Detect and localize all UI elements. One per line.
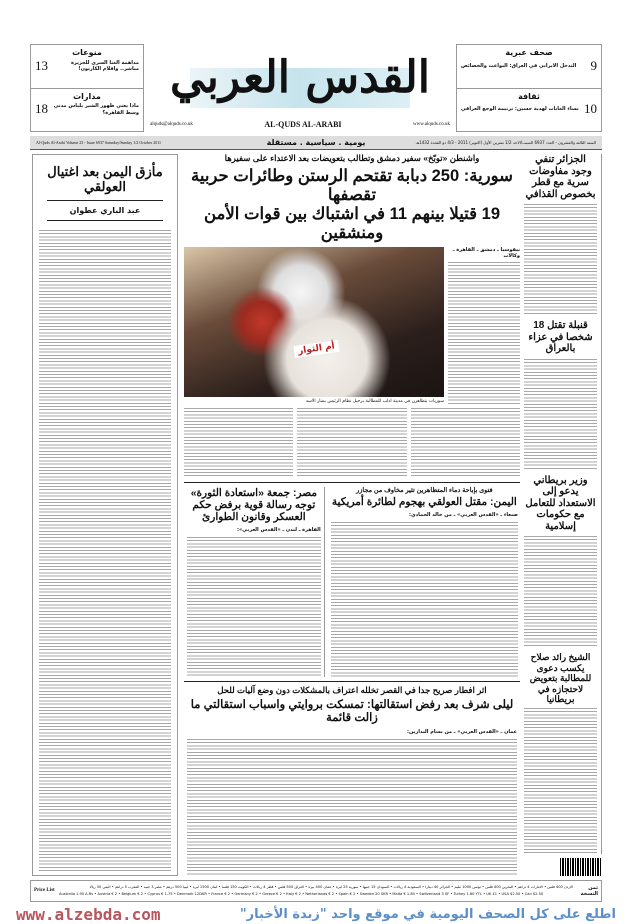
edition-bar <box>30 136 602 150</box>
teaser-hebrew-press[interactable]: صحف عبرية التدخل الايراني في العراق: البواعث والخصائص 9 <box>457 45 601 89</box>
lead-dateline-col <box>448 247 520 405</box>
promo-banner[interactable]: اطلع على كل الصحف اليومية في موقع واحد "زبدة الأخبار" www.alzebda.com <box>16 904 616 924</box>
opinion-title[interactable]: مأزق اليمن بعد اغتيال العولقي <box>47 164 163 194</box>
lead-dateline: نيقوسيا ـ دمشق ـ القاهرة ـ وكالات <box>452 246 520 260</box>
right-story-headline[interactable]: وزير بريطاني يدعو إلى الاستعداد للتعامل مع حكومات إسلامية <box>525 474 596 532</box>
left-teasers-box <box>30 44 144 132</box>
photo-caption: سوريات يتظاهرن في مدينة ادلب للمطالبة برحيل نظام الرئيس بشار الاسد <box>305 398 444 404</box>
opinion-author: عبد الباري عطوان <box>69 205 141 215</box>
email[interactable]: alquds@alquds.co.uk <box>150 122 193 127</box>
egypt-headline[interactable]: مصر: جمعة «استعادة الثورة» توجه رسالة قوية برفض حكم العسكر وقانون الطوارئ <box>190 486 318 524</box>
opinion-body <box>39 230 171 871</box>
masthead-logo: القدس العربي alquds@alquds.co.uk AL-QUDS AL-ARABI www.alquds.co.uk <box>150 52 450 129</box>
photo-sign: أم الثوار <box>293 340 339 358</box>
yemen-headline[interactable]: اليمن: مقتل العولقي بهجوم لطائرة أمريكية <box>331 496 517 509</box>
teaser-variety[interactable]: منوعات مداهمة الغنا السري للجزيرة مباشر.. وافلام الكارتون! 13 <box>31 45 143 89</box>
logo-english: AL-QUDS AL-ARABI <box>264 120 342 129</box>
barcode <box>560 858 602 876</box>
opinion-column <box>32 154 178 876</box>
yemen-kicker: فتوى بإباحة دماء المتظاهرين تثير مخاوف من مجازر <box>356 486 493 494</box>
lead-headline-1[interactable]: سورية: 250 دبابة تقتحم الرستن وطائرات حربية تقصفها <box>191 166 513 204</box>
lead-photo <box>184 247 444 397</box>
teaser-madarat[interactable]: مدارات ماذا يعني ظهور الشير بلباس مدني وسط القاهرة؟ 18 <box>35 91 139 117</box>
lead-headline-2[interactable]: 19 قتيلا بينهم 11 في اشتباك بين قوات الأمن ومنشقين <box>203 204 500 242</box>
right-teasers-box <box>456 44 602 132</box>
lead-kicker: واشنطن «توبّخ» سفير دمشق وتطالب بتعويضات بعد الاعتداء على سفيرها <box>224 154 480 163</box>
page-number: 9 <box>590 57 597 73</box>
lead-body-col-2 <box>297 408 406 478</box>
right-story-headline[interactable]: الشيخ رائد صلاح يكسب دعوى للمطالبة بتعويض لاحتجازه في بريطانيا <box>529 652 592 704</box>
right-story-headline[interactable]: الجزائر تنفي وجود مفاوضات سرية مع قطر بخصوص القذافي <box>525 154 596 200</box>
jordan-kicker: اثر افطار صريح جدا في القصر تخلله اعتراف بالمشكلات دون وضع آليات للحل <box>217 684 487 695</box>
lead-body-col-3 <box>184 408 293 478</box>
tagline: يومية . سياسية . مستقلة <box>266 138 366 147</box>
egypt-story: مصر: جمعة «استعادة الثورة» توجه رسالة قوية برفض حكم العسكر وقانون الطوارئ القاهرة ـ لندن ـ «القدس العربي»: <box>184 487 325 677</box>
right-story-headline[interactable]: قنبلة تقتل 18 شخصا في عزاء بالعراق <box>528 320 593 355</box>
edition-arabic: السنة الثالثة والعشرون - العدد 6937 السبت/الاحد 1/2 تشرين الأول (اكتوبر) 2011 - 4/3 ذو القعدة 1432هـ <box>415 140 596 145</box>
jordan-headline[interactable]: ليلى شرف بعد رفض استقالتها: تمسكت بروايتي واسباب استقالتي ما زالت قائمة <box>190 698 514 724</box>
page-number: 13 <box>35 57 48 73</box>
price-list: ثمن النسخة الاردن 400 فلس • الامارات 4 دراهم • البحرين 400 فلس • تونس 1000 مليم • الجزائر 40 دينارا • السعودية 4 ريالات • السودان 15 جنيها • سورية 25 ليرة • عمان 400 بيزة • العراق 500 فلس • قطر 4 ريالات • الكويت 150 فلسا • لبنان 1500 ليرة • ليبيا 500 درهم • مصر 3 جنيه • المغرب 5 دراهم • اليمن 50 ريالا Australia 1.90 A.Rs • Austria € 2 • Belgium € 2 • Cyprus € 1.75 • Denmark 12DKR • France € 2 • Germany € 2 • Greece € 2 • Italy € 2 • Netherlands € 2 • Spain € 2 • Sweden 20 SKR • Malta € 1.80 • Switzerland 3 SF • Turkey 1.60 YTL • UK £1 • USA $2.50 • Can $2.50 Price List <box>30 880 602 902</box>
lead-body-col-1 <box>411 408 520 478</box>
teaser-culture[interactable]: ثقافة نساء الغابات لهدية حسين: ترنيمة الوجع العراقي 10 <box>461 91 597 117</box>
page-number: 10 <box>584 101 597 117</box>
page-number: 18 <box>35 101 48 117</box>
yemen-story: فتوى بإباحة دماء المتظاهرين تثير مخاوف من مجازر اليمن: مقتل العولقي بهجوم لطائرة أمريكية صنعاء ـ «القدس العربي» ـ من خالد الحمادي: <box>329 487 520 677</box>
lead-story <box>184 154 520 243</box>
center-column <box>184 154 520 876</box>
right-column <box>524 154 602 854</box>
jordan-story: اثر افطار صريح جدا في القصر تخلله اعتراف بالمشكلات دون وضع آليات للحل ليلى شرف بعد رفض استقالتها: تمسكت بروايتي واسباب استقالتي ما زالت قائمة عمان ـ «القدس العربي» ـ من بسام البدارين: <box>184 686 520 876</box>
banner-url[interactable]: www.alzebda.com <box>16 904 161 924</box>
edition-english: Al-Quds Al-Arabi Volume 23 - Issue 6937 Saturday/Sunday 1/2 October 2011 <box>36 140 162 145</box>
website[interactable]: www.alquds.co.uk <box>412 122 450 127</box>
